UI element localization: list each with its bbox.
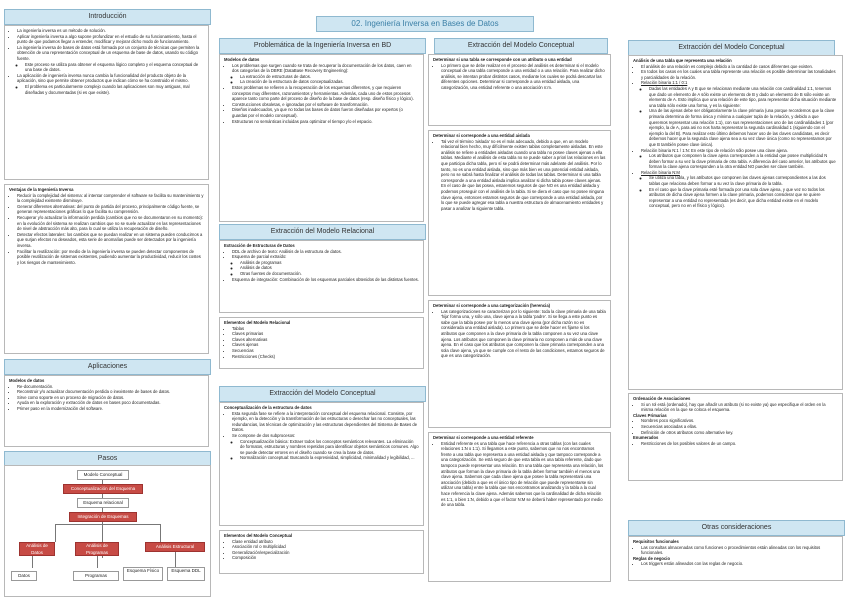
list-item: ◦ El problema es particularmente complejo cuando las aplicaciones son muy antiguas, mal diseñadas y documentadas (si es que existe). [25, 84, 204, 95]
node-esquema-relacional: Esquema relacional [77, 498, 129, 508]
req-title: Requisitos funcionales [633, 539, 679, 544]
problematica-box [219, 54, 424, 222]
list-item: • La ingeniería inversa de bases de datos está formada por un conjunto de técnicas que permiten la obtención de una representación conceptual de un esquema de base de datos, usando su código fuente. [17, 45, 204, 62]
col4-header: Extracción del Modelo Conceptual [628, 40, 835, 56]
section-title: Determinar si corresponde a una categorización (herencia) [433, 303, 551, 308]
node-esquema-fisico: Esquema Físico [123, 567, 163, 581]
ordenacion-box [628, 393, 843, 481]
list-item: • Relación binaria N:1 / 1:N: En este tipo de relación sólo posee una clave ajena. [641, 148, 838, 154]
list-item: • Definición de otros atributos como alternative key. [641, 430, 838, 436]
list-item: ◦ Se utiliza una tabla, y los atributos que componen las claves ajenas correspondientes a las dos tablas que relaciona deben formar a su vez la clave primaria de la tabla. [649, 175, 838, 186]
list-item: • Estructuras no semánticas incluidas para optimizar el tiempo y/o el espacio. [232, 119, 419, 125]
ventajas-title: Ventajas de la Ingeniería Inversa [9, 187, 74, 192]
list-item: • Diseños inadecuados, ya que no todas las bases de datos fueron diseñadas por expertos (o guardas por el modelo conceptual). [232, 107, 419, 118]
list-item: • Restricciones de los posibles valores de un campo. [641, 441, 838, 447]
relacional-title: Extracción de Estructuras de Datos [224, 243, 295, 248]
list-item: • Estos problemas se refieren a la recuperación de los esquemas diferentes, y que requieren conceptos muy diferentes, razonamientos y herramientas. Además, cada uno de estos procesos aparece tanto como parte del proceso de diseño de la base de datos (resp. diseño físico y lógico). [232, 85, 419, 102]
node-conceptualizacion: Conceptualización del Esquema [63, 484, 143, 494]
list-item: • Facilitar la reutilización: por medio de la ingeniería inversa se pueden detectar componentes de posible reutilización de sistemas existentes, pudiendo aumentar la productividad, reducir los costes y los riesgos de mantenimiento. [17, 249, 204, 266]
ventajas-box [4, 184, 209, 354]
aplicaciones-box [4, 375, 209, 447]
list-item: • DDL de archivo de texto: Análisis de la estructura de datos. [232, 249, 419, 255]
list-item: • Tablas [232, 326, 419, 332]
list-item: • Detectar efectos laterales: los cambios que se puedan realizar en un sistema pueden conducirnos a que surjan efectos no deseados, esta serie de anomalías puede ser detectados por la ingeniería inversa. [17, 232, 204, 249]
node-analisis-estructural: Análisis Estructural [145, 542, 205, 552]
intro-box [4, 25, 209, 180]
conceptual2-header: Extracción del Modelo Conceptual [219, 386, 426, 402]
list-item: • Sirve como soporte en un proceso de migración de datos. [17, 395, 204, 401]
conceptual2-box [219, 402, 424, 526]
list-item: ◦ Los atributos que componen la clave ajena corresponden a la entidad que posee multiplicidad N deben formar a su vez la clave primaria de otra tabla. A diferencia del caso anterior, los atributos que forman la clave ajena corresponden a la otra entidad NO pueden ser clave también. [649, 153, 838, 170]
list-item: ◦ Una de las ajenas debe ser obligatoriamente la clave primaria (una porque recordemos que la clave primaria determina de forma única y mínima a cualquier tupla de la relación, y debido a que queremos representar una relación 1:1), con sus representaciones uno de las cardinalidades 1 (por ejemplo, la de A, para asi no nos harta representar la segunda cardinalidad 1 (siguiendo con el ejemplo la del B). Para realizar esto último debemos hacer uso de las claves candidatas, es decir debemos hacer que la segunda clave ajena sea a su vez clave única (como no representamos por que B también posee clave única). [649, 108, 838, 147]
list-item: ◦ Normalización conceptual: Buscando la expresividad, simplicidad, minimalidad y legibilidad, ... [240, 455, 419, 461]
aplicaciones-header: Aplicaciones [4, 359, 211, 375]
list-item: ◦ Dadas las entidades A y B que se relacionan mediante una relación con cardinalidad 1:1, tenemos que dado un elemento de A sólo existe un elemento de B y dado un elemento de B sólo existe un elemento de A. Esto implica que una relación de este tipo, para representar dicha situación mediante una tabla sólo existe una forma, y es la siguiente: [649, 86, 838, 108]
col3-section-1 [428, 130, 611, 296]
node-esquema-ddl: Esquema DDL [167, 567, 205, 581]
intro-header: Introducción [4, 9, 211, 25]
list-item: • Aplicar ingeniería inversa a algo supone profundizar en el estudio de su funcionamiento, hasta el punto de que podamos llegar a entender, modificar y mejorar dicho modo de funcionamiento. [17, 34, 204, 45]
list-item: ◦ La creación de la estructura de datos conceptualizadas. [240, 79, 419, 85]
list-item: • Secuencias asociadas a ellas. [641, 424, 838, 430]
list-item: • Asociación rol o multiplicidad [232, 544, 419, 550]
node-modelo-conceptual: Modelo Conceptual [77, 470, 129, 480]
pasos-diagram [4, 465, 211, 597]
page-title: 02. Ingeniería Inversa en Bases de Datos [316, 16, 534, 32]
list-item: • Clase entidad atributo [232, 539, 419, 545]
section-title: Determinar si una tabla se corresponde con un atributo o una entidad [433, 57, 572, 62]
list-item: • Si un rol está (ordenado), hay que añadir un atributo (si no existe ya) que especifique el orden en la misma relación en la que se coloca el esquema. [641, 402, 838, 413]
list-item: • Los triggers están alineados con las reglas de negocio. [641, 561, 838, 567]
col3-section-2 [428, 300, 611, 428]
node-integracion: Integración de Esquemas [69, 512, 137, 522]
list-item: • Entidad referente es una tabla que hace referencia a otras tablas (con las cuales relaciones 1:N o 1:1). Si llegamos a este punto, sabemos que no nos encontramos frente a una tabla que representa a una entidad aislada y que tampoco corresponde a una categorización. Se está seguro de que esta tabla es una tabla referente, dado que tampoco puede representar una relación. En una tabla que representa una relación, los atributos que forman la clave primaria de la tabla deben formar también el menos una clave ajena. Sabemos que cada clave ajena que posee la tabla representará una asociación (debido a que es el único tipo de relación que puede representarse sin utilizar una tabla) entre la tabla que nos encontramos analizando y la tabla a la cual hace referencia la clave ajena. Además sabemos que la cardinalidad de dicha relación es 1:1, o bien 1:N, debido a que el factor N:M se deberá haber representado por medio de una tabla. [441, 441, 606, 508]
col3-section-3 [428, 432, 611, 582]
list-item: • Reconstruir y/o actualizar documentación perdida o inexistente de bases de datos. [17, 389, 204, 395]
enum-title: Enumerados [633, 435, 659, 441]
list-item: • El análisis de una relación es complejo debido a la cantidad de casos diferentes que existen. [641, 64, 838, 70]
list-item: • Primer paso en la modernización del software. [17, 406, 204, 412]
list-item: • Restricciones (Checks) [232, 354, 419, 360]
node-analisis-programas: Análisis de Programas [75, 542, 119, 556]
list-item: • Generalización/especialización [232, 550, 419, 556]
ordenacion-title: Ordenación de Asociaciones [633, 396, 691, 401]
list-item: • Generar diferentes alternativas: del punto de partida del proceso, principalmente código fuente, se generan representaciones gráficas lo que facilita su comprensión. [17, 204, 204, 215]
list-item: ◦ Este proceso se utiliza para obtener el esquema lógico completo y el esquema conceptual de una base de datos. [25, 62, 204, 73]
col4-box [628, 55, 843, 390]
list-item: ◦ La extracción de estructuras de datos. [240, 74, 419, 80]
list-item: ◦ Conceptualización básica: Extraer todos los conceptos semánticos relevantes. La eliminación de formatos, estructuras y nombres repetidos para identificar objetos semánticos comunes. Algo se puede detectar errores en el diseño cuando se crea la base de datos. [240, 439, 419, 456]
node-analisis-datos: Análisis de Datos [19, 542, 55, 556]
otras-box [628, 536, 843, 581]
list-item: • Esquema de parcial extraído: [232, 254, 419, 260]
claves-title: Claves Primarias [633, 412, 667, 418]
list-item: • Claves alternativas [232, 337, 419, 343]
section-title: Determinar si corresponde a una entidad referente [433, 435, 534, 440]
list-item: • Claves ajenas [232, 342, 419, 348]
list-item: • Esquema de integración: Combinación de los esquemas parciales obtenidos de las distintas fuentes. [232, 277, 419, 283]
list-item: • Claves primarias [232, 331, 419, 337]
list-item: • Lo primero que se debe realizar en el proceso del análisis es determinar si el modelo conceptual de una tabla corresponde a una entidad o a una relación. Para realizar dicho análisis, se intentan probar distintos casos, mediante los cuales se podrá descartar las diferentes opciones. Determinar si corresponde a una entidad aislada, una categorización, una entidad referente o una asociación n:m. [441, 63, 606, 91]
list-item: ◦ Otras fuentes de documentación. [240, 271, 419, 277]
node-datos: Datos [11, 571, 37, 581]
col4-title: Análisis de una tabla que representa una relación [633, 58, 732, 63]
problematica-header: Problemática de la Ingeniería Inversa en BD [219, 38, 426, 54]
node-programas: Programas [73, 571, 119, 581]
list-item: ◦ Análisis de programas [240, 260, 419, 266]
otras-header: Otras consideraciones [628, 520, 845, 536]
section-title: Determinar si corresponde a una entidad aislada [433, 133, 530, 138]
list-item: ◦ Análisis de datos [240, 265, 419, 271]
list-item: • La aplicación de ingeniería inversa nunca cambia la funcionalidad del producto objeto de la aplicación, sino que permite obtener productos que indican cómo se ha construido el mismo. [17, 73, 204, 84]
relacional-box [219, 240, 424, 313]
list-item: • Ayuda en la exploración y extracción de datos en bases poco documentadas. [17, 400, 204, 406]
reglas-title: Reglas de negocio [633, 555, 670, 561]
list-item: • Se compone de dos subprocesos: [232, 433, 419, 439]
list-item: • Secuencias [232, 348, 419, 354]
list-item: ◦ En el caso que la clave primaria esté formada por una sola clave ajena, y que vez no todos los atributos de dicha clave ajena formen a la clave primaria, podemos considerar que se quiere representar a una entidad no representada (es decir, que dicha entidad existe en el modelo conceptual, pero no en el físico y lógico). [649, 187, 838, 209]
list-item: • Re-documentación. [17, 384, 204, 390]
list-item: • En todos los casos en los cuales una tabla represente una relación es posible determinar las tonalidades y parcialidades de la relación. [641, 69, 838, 80]
problematica-title: Modelos de datos [224, 57, 260, 62]
list-item: • Las categorizaciones se caracterizan por lo siguiente: toda la clave primaria de una tabla 'hija' forma una, y sólo una, clave ajena a la tabla 'padre'. Si se llega a este punto es sabe que la tabla posee por lo menos una clave ajena (por dicha razón no es considerada una entidad aislada). Lo primero que se debe hacer es fijarse si los atributos que componen a la clave primaria de la tabla componen a su vez una clave ajena. Los atributos que componen la clave primaria no componen a más de una clave ajena. En el caso que los atributos que componen la clave primaria corresponden a una sola clave ajena, ya que se cumple con el resto de las condiciones, estamos seguros de que es una categorización. [441, 309, 606, 359]
relacional-elements-box [219, 317, 424, 369]
list-item: • Nombres poco significativos. [641, 418, 838, 424]
list-item: • Esta segunda fase se refiere a la interpretación conceptual del esquema relacional. Consiste, por ejemplo, en la detección y la transformación de las estructuras o desechar las no conceptuales, las redundancias, las técnicas de optimización y las estructuras dependientes del Sistema de Bases de Datos. [232, 411, 419, 433]
list-item: • Composición [232, 555, 419, 561]
list-item: • Tal vez el término 'aislada' no es el más adecuado, debido a que, en un modelo relacional bien hecho, muy difícilmente existen tablas completamente aisladas. En este análisis se refiere a entidades aisladas cuando una tabla no posee claves ajenas a ella tablas. Mediante el análisis de esta tabla no se puede saber a priori las relaciones en las que participa dicha tabla, pero sí se podrá determinar más adelante del análisis. Por lo tanto, no es una entidad aislada, sino que más bien es una potencial entidad aislada, pero no se sabrá hasta finalizar el análisis de todas las tablas. Determinar si una tabla corresponde a una entidad aislada implica analizar si dicha tabla posee claves ajenas. En el caso de que las posea, estaremos seguros de que NO es una entidad aislada y podemos proseguir con el análisis de la tabla. Si se diera el caso que no posee ninguna clave ajena, entonces estamos seguros de que corresponde a una entidad aislada, por lo que se puede agregar esa tabla a nuestra estructura de almacenamiento entidades y pasar a analizar la siguiente tabla. [441, 139, 606, 212]
aplicaciones-title: Modelos de datos [9, 378, 45, 383]
col3-section-0 [428, 54, 611, 126]
pasos-header: Pasos [4, 451, 211, 467]
list-item: • Relación binaria N:M [641, 170, 838, 176]
conceptual2-elements-title: Elementos del Modelo Conceptual [224, 533, 293, 538]
list-item: • Reducir la complejidad del sistema: al intentar comprender el software se facilita su mantenimiento y la complejidad existente disminuye. [17, 193, 204, 204]
list-item: • Construcciones obsoletas, e ignoradas por el software de transformación. [232, 102, 419, 108]
list-item: • Los problemas que surgen cuando se trata de recuperar la documentación de los datos, caen en dos categorías de la DBRE (DataBase Recovery Engineering): [232, 63, 419, 74]
list-item: • Las consultas almacenadas como funciones o procedimientos están alineadas con los requisitos funcionales. [641, 545, 838, 556]
list-item: • Relación binaria 1:1 / 0:1 [641, 80, 838, 86]
conceptual2-title: Conceptualización de la estructura de datos [224, 405, 312, 410]
list-item: • Recuperar y/o actualizar la información perdida (cambios que no se documentaron en su momento): en la evolución del sistema se realizan cambios que no se suele actualizar en las representaciones de nivel de abstracción más alto, para lo cual se utiliza la recuperación de diseño. [17, 215, 204, 232]
relacional-elements-title: Elementos del Modelo Relacional [224, 320, 291, 325]
conceptual2-elements-box [219, 530, 424, 574]
list-item: • La ingeniería inversa es un método de solución. [17, 28, 204, 34]
col3-header: Extracción del Modelo Conceptual [434, 38, 608, 54]
relacional-header: Extracción del Modelo Relacional [219, 224, 426, 240]
